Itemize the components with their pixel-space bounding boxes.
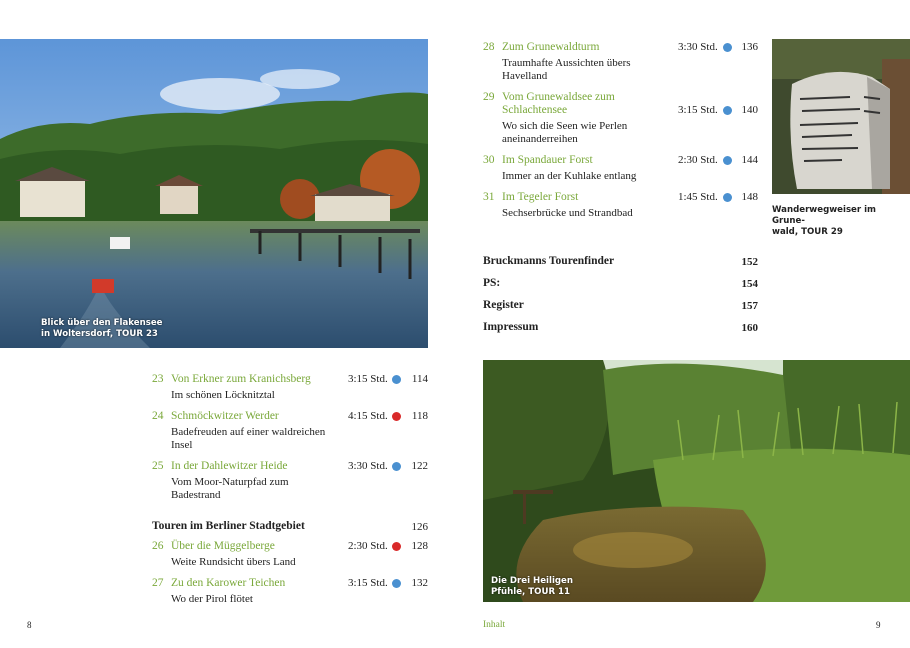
entry-page: 128 xyxy=(411,540,428,552)
entry-subtitle: Sechserbrücke und Strandbad xyxy=(502,207,633,219)
toc-tourenfinder[interactable]: Bruckmanns Tourenfinder xyxy=(483,255,615,267)
page-number-left: 8 xyxy=(27,620,32,630)
lake-photo xyxy=(0,39,428,348)
entry-number: 26 xyxy=(152,540,164,552)
toc-impressum[interactable]: Impressum xyxy=(483,321,539,333)
page-number-right: 9 xyxy=(876,620,881,630)
entry-number: 31 xyxy=(483,191,495,203)
caption-line: Wanderwegweiser im Grune- xyxy=(772,205,877,226)
entry-page: 118 xyxy=(411,410,428,422)
entry-title: Vom Grunewaldsee zum xyxy=(502,91,615,103)
entry-number: 23 xyxy=(152,373,164,385)
entry-duration: 1:45 Std. xyxy=(678,191,718,203)
toc-entry-27[interactable] xyxy=(152,577,432,607)
entry-page: 114 xyxy=(411,373,428,385)
entry-page: 122 xyxy=(411,460,428,472)
entry-subtitle: Havelland xyxy=(502,70,548,82)
entry-page: 144 xyxy=(741,154,758,166)
entry-duration: 3:30 Std. xyxy=(348,460,388,472)
entry-subtitle: Weite Rundsicht übers Land xyxy=(171,556,296,568)
toc-entry-26[interactable] xyxy=(152,540,432,570)
entry-duration: 3:15 Std. xyxy=(348,577,388,589)
signpost-caption xyxy=(772,205,910,238)
toc-entry-25[interactable] xyxy=(152,460,432,502)
entry-subtitle: Badefreuden auf einer waldreichen xyxy=(171,426,326,438)
caption-line: Die Drei Heiligen xyxy=(491,576,573,586)
entry-page: 140 xyxy=(741,104,758,116)
caption-line: in Woltersdorf, TOUR 23 xyxy=(41,329,158,339)
section-heading: Touren im Berliner Stadtgebiet xyxy=(152,520,305,532)
entry-duration: 2:30 Std. xyxy=(678,154,718,166)
toc-entry-23[interactable] xyxy=(152,373,432,403)
entry-page: 148 xyxy=(741,191,758,203)
entry-number: 30 xyxy=(483,154,495,166)
entry-subtitle: Traumhafte Aussichten übers xyxy=(502,57,631,69)
entry-duration: 3:30 Std. xyxy=(678,41,718,53)
toc-register[interactable]: Register xyxy=(483,299,524,311)
impressum-page: 160 xyxy=(741,322,758,334)
register-page: 157 xyxy=(741,300,758,312)
entry-subtitle: Im schönen Löcknitztal xyxy=(171,389,275,401)
entry-subtitle: Wo der Pirol flötet xyxy=(171,593,253,605)
caption-line: Pfühle, TOUR 11 xyxy=(491,587,571,597)
entry-number: 29 xyxy=(483,91,495,103)
toc-entry-30[interactable] xyxy=(483,154,763,184)
toc-entry-29[interactable] xyxy=(483,91,763,147)
entry-title: Zum Grunewaldturm xyxy=(502,41,600,53)
toc-entry-28[interactable] xyxy=(483,41,763,83)
running-footer: Inhalt xyxy=(483,620,506,630)
entry-number: 24 xyxy=(152,410,164,422)
entry-title: Von Erkner zum Kranichsberg xyxy=(171,373,311,385)
entry-title: Zu den Karower Teichen xyxy=(171,577,286,589)
toc-entry-24[interactable] xyxy=(152,410,432,452)
entry-number: 28 xyxy=(483,41,495,53)
caption-line: Blick über den Flakensee xyxy=(41,318,163,328)
entry-title: Über die Müggelberge xyxy=(171,540,275,552)
tourenfinder-page: 152 xyxy=(741,256,758,268)
signpost-photo xyxy=(772,39,910,194)
entry-title: In der Dahlewitzer Heide xyxy=(171,460,288,472)
entry-subtitle: Wo sich die Seen wie Perlen xyxy=(502,120,628,132)
pond-photo xyxy=(483,360,910,602)
lake-photo-caption xyxy=(41,318,162,340)
pond-caption xyxy=(491,576,573,598)
entry-number: 25 xyxy=(152,460,164,472)
entry-title: Schlachtensee xyxy=(502,104,568,116)
entry-page: 136 xyxy=(741,41,758,53)
toc-entry-31[interactable] xyxy=(483,191,763,221)
caption-line: wald, TOUR 29 xyxy=(772,227,843,237)
entry-subtitle: Immer an der Kuhlake entlang xyxy=(502,170,637,182)
entry-subtitle: aneinanderreihen xyxy=(502,133,578,145)
entry-number: 27 xyxy=(152,577,164,589)
toc-ps[interactable]: PS: xyxy=(483,277,501,289)
entry-title: Schmöckwitzer Werder xyxy=(171,410,279,422)
entry-duration: 3:15 Std. xyxy=(348,373,388,385)
entry-subtitle: Vom Moor-Naturpfad zum xyxy=(171,476,289,488)
entry-page: 132 xyxy=(411,577,428,589)
entry-subtitle: Insel xyxy=(171,439,193,451)
ps-page: 154 xyxy=(741,278,758,290)
entry-title: Im Tegeler Forst xyxy=(502,191,579,203)
entry-duration: 4:15 Std. xyxy=(348,410,388,422)
entry-duration: 2:30 Std. xyxy=(348,540,388,552)
entry-title: Im Spandauer Forst xyxy=(502,154,593,166)
entry-duration: 3:15 Std. xyxy=(678,104,718,116)
section-page: 126 xyxy=(411,521,428,533)
entry-subtitle: Badestrand xyxy=(171,489,221,501)
